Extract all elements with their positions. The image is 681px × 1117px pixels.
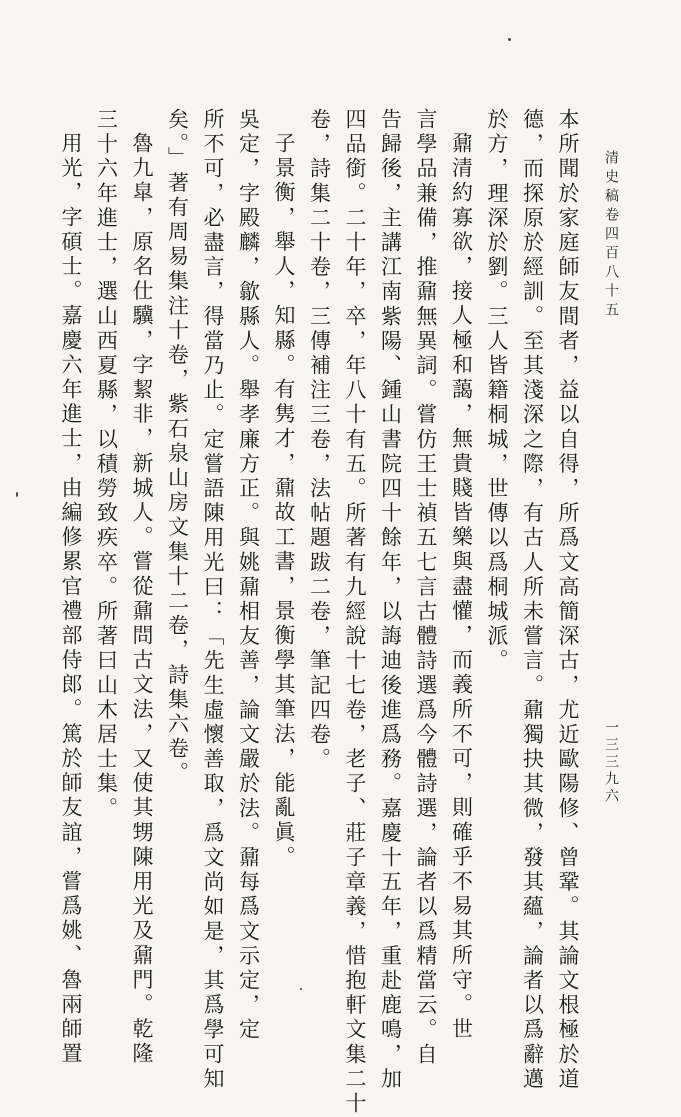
text-column: 德，而探原於經訓。至其淺深之際，有古人所未嘗言。鼐獨抉其微，發其蘊，論者以爲辭邁 [520, 108, 545, 1092]
running-header-title: 清史稿卷四百八十五 [603, 150, 619, 321]
page-number: 一三三九六 [603, 720, 619, 805]
text-column: 於方，理深於劉。三人皆籍桐城，世傳以爲桐城派。 [485, 108, 509, 674]
text-column: 矣。」著有周易集注十卷，紫石泉山房文集十二卷，詩集六卷。 [165, 108, 190, 787]
text-column: 四品銜。二十年，卒，年八十有五。所著有九經說十七卷，老子、莊子章義，惜抱軒文集二十 [343, 108, 367, 1117]
text-column: 本所聞於家庭師友間者，益以自得，所爲文高簡深古，尤近歐陽修、曾鞏。其論文根極於道 [556, 108, 580, 1092]
text-column: 三十六年進士，選山西夏縣，以積勞致疾卒。所著曰山木居士集。 [94, 108, 119, 822]
main-text-block [53, 108, 586, 1117]
text-column: 告歸後，主講江南紫陽、鍾山書院四十餘年，以誨迪後進爲務。嘉慶十五年，重赴鹿鳴，加 [378, 108, 403, 1092]
scan-speck [508, 38, 511, 41]
text-column: 吳定，字殿麟，歙縣人。舉孝廉方正。與姚鼐相友善，論文嚴於法。鼐每爲文示定，定 [236, 108, 261, 1043]
text-column: 卷，詩集二十卷，三傳補注三卷，法帖題跋二卷，筆記四卷。 [307, 108, 332, 773]
text-column: 所不可，必盡言，得當乃止。定嘗語陳用光曰：「先生虛懷善取，爲文尚如是，其爲學可知 [201, 108, 225, 1092]
text-column: 子景衡，舉人，知縣。有隽才，鼐故工書，景衡學其筆法，能亂眞。 [272, 132, 296, 870]
text-column: 鼐清約寡欲，接人極和藹，無貴賤皆樂與盡懽，而義所不可，則確乎不易其所守。世 [449, 132, 474, 1043]
text-column: 魯九皐，原名仕驥，字絜非，新城人。嘗從鼐問古文法，又使其甥陳用光及鼐門。乾隆 [130, 132, 154, 1067]
text-column: 言學品兼備，推鼐無異詞。嘗仿王士禎五七言古體詩選爲今體詩選，論者以爲精當云。自 [414, 108, 438, 1068]
scan-speck [16, 492, 18, 497]
text-column: 用光，字碩士。嘉慶六年進士，由編修累官禮部侍郎。篤於師友誼，嘗爲姚、魯兩師置 [59, 132, 83, 1067]
scan-speck [300, 988, 302, 990]
